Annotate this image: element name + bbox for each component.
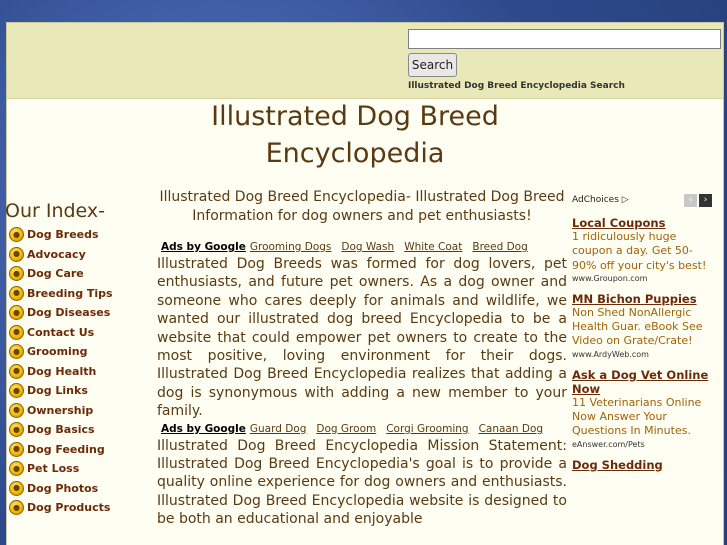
ad-url-link[interactable]: www.ArdyWeb.com <box>572 349 649 359</box>
adchoices-icon: ▷ <box>621 195 629 205</box>
ad-keyword-link[interactable]: Guard Dog <box>249 422 307 435</box>
sidebar-link[interactable]: Dog Links <box>27 384 88 398</box>
ad-keyword-link[interactable]: Dog Wash <box>341 241 395 253</box>
previous-ad-button[interactable]: ‹ <box>684 194 697 207</box>
main-content <box>157 188 567 529</box>
paw-bullet-icon: ● <box>9 227 24 242</box>
ad-keyword-link[interactable]: Dog Groom <box>316 422 377 435</box>
ad-nav <box>684 194 712 207</box>
sidebar-item[interactable] <box>9 284 154 304</box>
paw-bullet-icon: ● <box>9 481 24 496</box>
ads-by-google-link[interactable]: Ads by Google <box>161 422 246 435</box>
sidebar-item[interactable] <box>9 225 154 245</box>
sponsored-ad <box>572 216 712 284</box>
sidebar-link[interactable]: Advocacy <box>27 247 86 261</box>
ad-list <box>572 216 712 472</box>
sidebar-item[interactable] <box>9 362 154 382</box>
search-caption: Illustrated Dog Breed Encyclopedia Search <box>408 81 625 91</box>
site-title: Illustrated Dog Breed Encyclopedia <box>211 101 499 169</box>
paw-bullet-icon: ● <box>9 325 24 340</box>
sidebar-link[interactable]: Dog Diseases <box>27 306 111 320</box>
intro-paragraph: Illustrated Dog Breeds was formed for dog lovers, pet enthusiasts, and future pet owners. As a dog owner and someone who cares deeply for animals and wildlife, we wanted our illustrated dog breed Encyclopedia to be a website that could empower pet owners to create to the most positive, loving environment for their dogs. Illustrated Dog Breed Encyclopedia realizes that adding a dog is synonymous with adding a new member to your family. <box>157 256 567 420</box>
sidebar-item[interactable] <box>9 479 154 499</box>
paw-bullet-icon: ● <box>9 364 24 379</box>
sponsored-ad <box>572 458 712 472</box>
adchoices-label[interactable] <box>572 195 629 205</box>
paw-bullet-icon: ● <box>9 442 24 457</box>
paw-bullet-icon: ● <box>9 266 24 281</box>
sidebar-link[interactable]: Dog Breeds <box>27 228 99 242</box>
google-ad-links <box>161 423 567 437</box>
google-ad-links <box>161 241 567 255</box>
sidebar-item[interactable] <box>9 440 154 460</box>
sidebar-item[interactable] <box>9 323 154 343</box>
sidebar-link[interactable]: Contact Us <box>27 325 95 339</box>
ad-title-link[interactable]: MN Bichon Puppies <box>572 291 697 306</box>
sidebar-item[interactable] <box>9 264 154 284</box>
paw-bullet-icon: ● <box>9 403 24 418</box>
sidebar-link[interactable]: Dog Feeding <box>27 442 105 456</box>
sidebar-link[interactable]: Dog Photos <box>27 481 99 495</box>
paw-bullet-icon: ● <box>9 383 24 398</box>
paw-bullet-icon: ● <box>9 286 24 301</box>
sidebar-item[interactable] <box>9 401 154 421</box>
ad-keyword-link[interactable]: Corgi Grooming <box>386 422 469 435</box>
sidebar-item[interactable] <box>9 342 154 362</box>
sidebar-item[interactable] <box>9 381 154 401</box>
sidebar-link[interactable]: Grooming <box>27 345 88 359</box>
sidebar-item[interactable] <box>9 303 154 323</box>
search-button[interactable]: Search <box>408 53 457 77</box>
paw-bullet-icon: ● <box>9 247 24 262</box>
adchoices-row <box>572 192 712 208</box>
paw-bullet-icon: ● <box>9 500 24 515</box>
sidebar-link[interactable]: Dog Care <box>27 267 84 281</box>
sidebar-item[interactable] <box>9 498 154 518</box>
sidebar-link[interactable]: Breeding Tips <box>27 286 113 300</box>
ad-body: Non Shed NonAllergic Health Guar. eBook See Video on Grate/Crate! <box>572 305 703 348</box>
sidebar-link[interactable]: Dog Products <box>27 501 111 515</box>
sponsored-ad <box>572 368 712 450</box>
mission-paragraph: Illustrated Dog Breed Encyclopedia Mission Statement: Illustrated Dog Breed Encyclopedia's goal is to provide a quality online experience for dog owners and enthusiasts. Illustrated Dog Breed Encyclopedia website is designed to be both an educational and enjoyable <box>157 437 567 528</box>
sidebar-heading: Our Index- <box>5 200 106 222</box>
sidebar-link[interactable]: Dog Basics <box>27 423 95 437</box>
paw-bullet-icon: ● <box>9 461 24 476</box>
ads-by-google-link[interactable]: Ads by Google <box>161 241 246 253</box>
sponsored-ads-column <box>572 192 712 472</box>
sidebar-link[interactable]: Ownership <box>27 403 94 417</box>
sidebar-index <box>4 200 154 518</box>
ad-keyword-link[interactable]: Canaan Dog <box>478 422 544 435</box>
ad-body: 11 Veterinarians Online Now Answer Your Questions In Minutes. <box>572 395 702 438</box>
main-heading: Illustrated Dog Breed Encyclopedia- Illustrated Dog Breed Information for dog owners and pet enthusiasts! <box>159 189 565 224</box>
ad-url-link[interactable]: www.Groupon.com <box>572 273 648 283</box>
ad-keyword-link[interactable]: Breed Dog <box>472 241 528 253</box>
ad-keyword-link[interactable]: White Coat <box>404 241 463 253</box>
ad-title-link[interactable]: Local Coupons <box>572 216 666 230</box>
ad-title-link[interactable]: Ask a Dog Vet Online Now <box>572 367 709 396</box>
ad-url-link[interactable]: eAnswer.com/Pets <box>572 439 645 449</box>
sidebar-item[interactable] <box>9 245 154 265</box>
search-input[interactable] <box>408 29 721 49</box>
ad-title-link[interactable]: Dog Shedding <box>572 457 663 472</box>
ad-body: 1 ridiculously huge coupon a day. Get 50-90% off your city's best! <box>572 230 707 272</box>
adchoices-text: AdChoices <box>572 195 619 205</box>
sidebar-link[interactable]: Dog Health <box>27 364 97 378</box>
ad-keyword-link[interactable]: Grooming Dogs <box>249 241 332 253</box>
sidebar-item[interactable] <box>9 420 154 440</box>
next-ad-button[interactable]: › <box>699 194 712 207</box>
paw-bullet-icon: ● <box>9 344 24 359</box>
paw-bullet-icon: ● <box>9 305 24 320</box>
sponsored-ad <box>572 292 712 360</box>
paw-bullet-icon: ● <box>9 422 24 437</box>
sidebar-link[interactable]: Pet Loss <box>27 462 80 476</box>
header-bar <box>7 23 723 99</box>
sidebar-item[interactable] <box>9 459 154 479</box>
sidebar-list <box>4 225 154 518</box>
